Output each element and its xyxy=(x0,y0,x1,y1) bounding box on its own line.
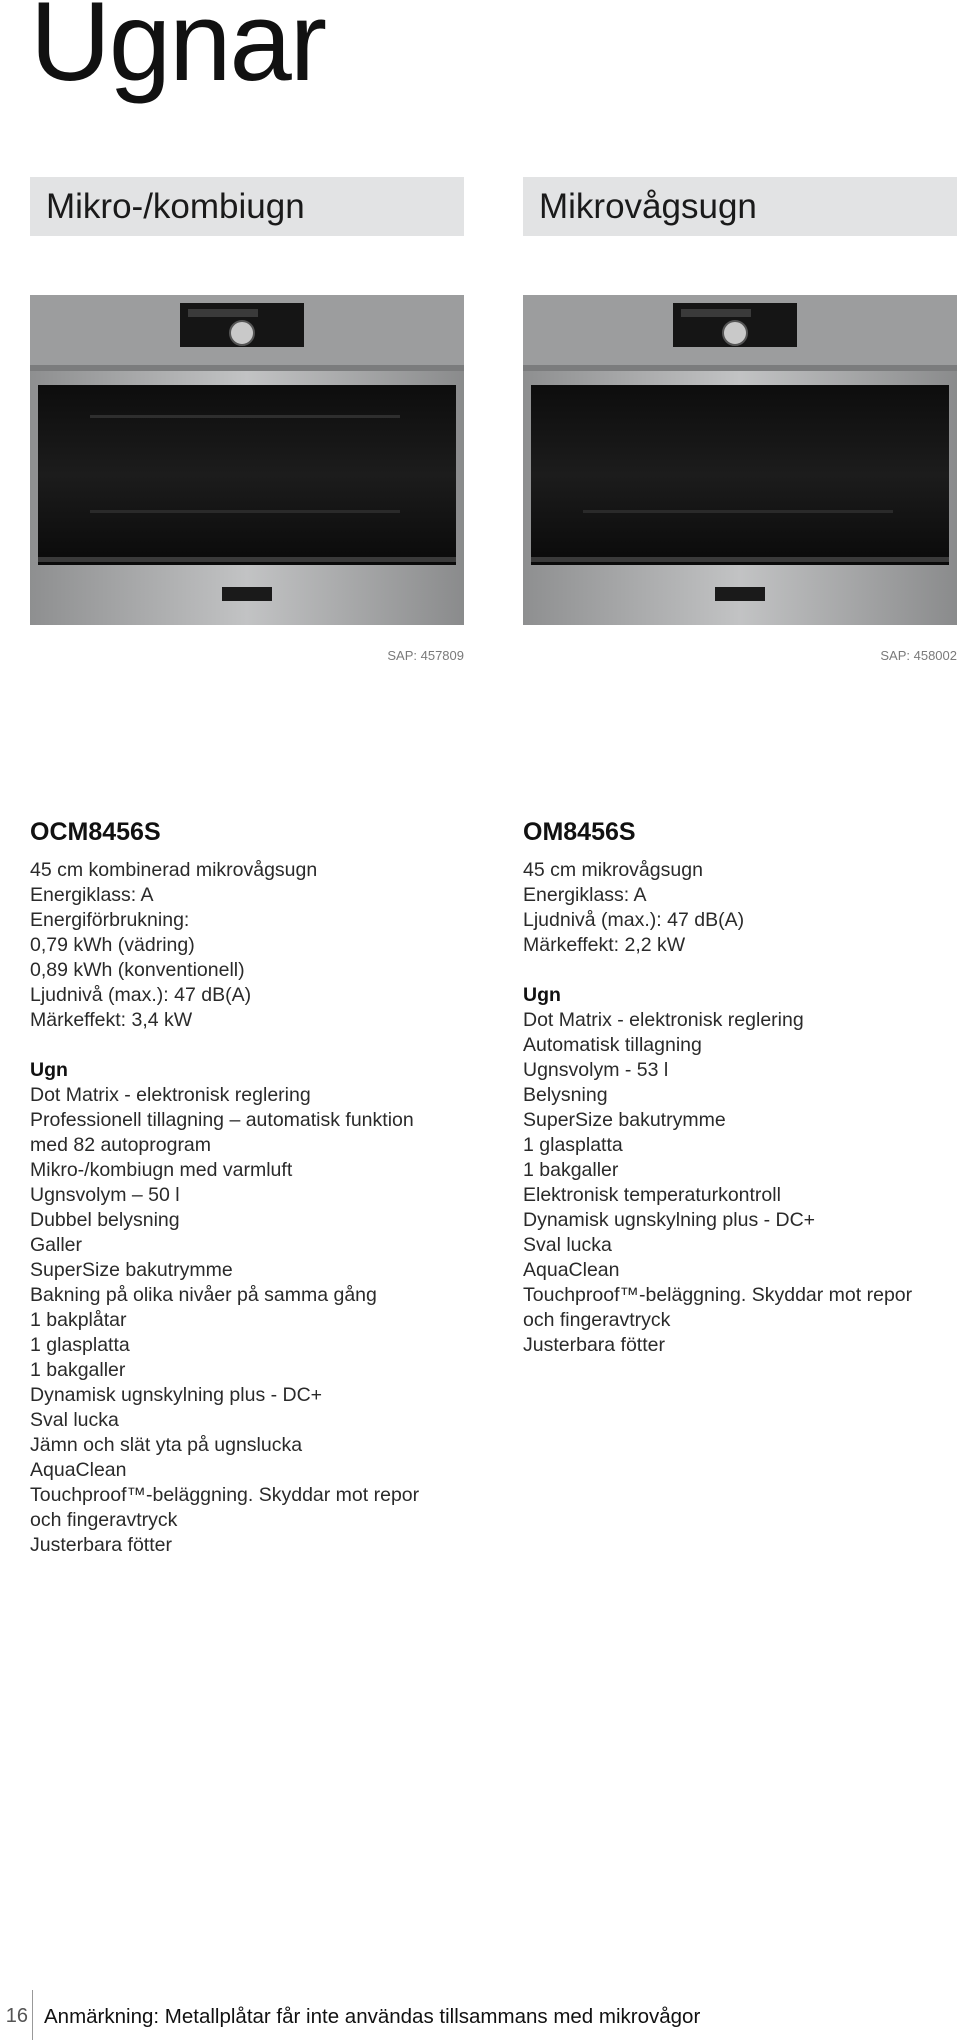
feature-line: AquaClean xyxy=(30,1459,127,1481)
feature-line: Automatisk tillagning xyxy=(523,1034,702,1056)
footer-divider xyxy=(32,1990,33,2040)
page-title: Ugnar xyxy=(30,0,326,104)
spec-section-title: Ugn xyxy=(523,984,561,1006)
feature-line: Dot Matrix - elektronisk reglering xyxy=(30,1084,311,1106)
model-name: OCM8456S xyxy=(30,818,161,846)
feature-line: Dynamisk ugnskylning plus - DC+ xyxy=(30,1384,323,1406)
feature-line: 1 glasplatta xyxy=(30,1334,130,1356)
sap-number-combi: SAP: 457809 xyxy=(387,648,464,663)
feature-line: Mikro-/kombiugn med varmluft xyxy=(30,1159,293,1181)
oven-image-microwave xyxy=(523,295,957,625)
spec-summary-line: Ljudnivå (max.): 47 dB(A) xyxy=(523,909,745,931)
spec-summary-line: Energiklass: A xyxy=(523,884,647,906)
feature-line: Dynamisk ugnskylning plus - DC+ xyxy=(523,1209,816,1231)
spec-summary-line: Ljudnivå (max.): 47 dB(A) xyxy=(30,984,252,1006)
feature-line: 1 bakgaller xyxy=(523,1159,619,1181)
feature-line: Sval lucka xyxy=(30,1409,119,1431)
spec-summary-line: 0,89 kWh (konventionell) xyxy=(30,959,245,981)
feature-line: Dot Matrix - elektronisk reglering xyxy=(523,1009,804,1031)
feature-line: Bakning på olika nivåer på samma gång xyxy=(30,1284,377,1306)
footer-note: Anmärkning: Metallplåtar får inte användas tillsammans med mikrovågor xyxy=(44,2005,701,2028)
feature-line: AquaClean xyxy=(523,1259,620,1281)
feature-line: SuperSize bakutrymme xyxy=(523,1109,726,1131)
feature-line: Justerbara fötter xyxy=(523,1334,665,1356)
feature-line: Galler xyxy=(30,1234,83,1256)
feature-line: 1 bakgaller xyxy=(30,1359,126,1381)
page-number: 16 xyxy=(5,2005,28,2027)
feature-line: och fingeravtryck xyxy=(30,1509,178,1531)
feature-line: Touchproof™-beläggning. Skyddar mot repor xyxy=(30,1484,420,1506)
feature-line: med 82 autoprogram xyxy=(30,1134,212,1156)
feature-line: Professionell tillagning – automatisk funktion xyxy=(30,1109,414,1131)
spec-summary-line: Märkeffekt: 2,2 kW xyxy=(523,934,686,956)
category-heading-microwave: Mikrovågsugn xyxy=(523,177,957,236)
sap-number-microwave: SAP: 458002 xyxy=(880,648,957,663)
model-name: OM8456S xyxy=(523,818,636,846)
feature-line: Sval lucka xyxy=(523,1234,612,1256)
feature-line: Jämn och slät yta på ugnslucka xyxy=(30,1434,303,1456)
spec-column-microwave xyxy=(523,817,960,1358)
feature-line: Ugnsvolym - 53 l xyxy=(523,1059,669,1081)
category-heading-combi: Mikro-/kombiugn xyxy=(30,177,464,236)
feature-line: Dubbel belysning xyxy=(30,1209,180,1231)
spec-summary-line: Energiförbrukning: xyxy=(30,909,190,931)
feature-line: Touchproof™-beläggning. Skyddar mot repor xyxy=(523,1284,913,1306)
spec-summary-line: 45 cm kombinerad mikrovågsugn xyxy=(30,859,318,881)
spec-section-title: Ugn xyxy=(30,1059,68,1081)
feature-line: 1 glasplatta xyxy=(523,1134,623,1156)
spec-column-combi xyxy=(30,817,470,1558)
footer-rule xyxy=(0,1985,960,1986)
spec-summary-line: Märkeffekt: 3,4 kW xyxy=(30,1009,193,1031)
spec-summary-line: 0,79 kWh (vädring) xyxy=(30,934,195,956)
feature-line: Ugnsvolym – 50 l xyxy=(30,1184,180,1206)
spec-summary-line: Energiklass: A xyxy=(30,884,154,906)
feature-line: SuperSize bakutrymme xyxy=(30,1259,233,1281)
feature-line: Belysning xyxy=(523,1084,608,1106)
feature-line: Elektronisk temperaturkontroll xyxy=(523,1184,781,1206)
feature-line: Justerbara fötter xyxy=(30,1534,172,1556)
feature-line: 1 bakplåtar xyxy=(30,1309,127,1331)
feature-line: och fingeravtryck xyxy=(523,1309,671,1331)
oven-image-combi xyxy=(30,295,464,625)
spec-summary-line: 45 cm mikrovågsugn xyxy=(523,859,703,881)
